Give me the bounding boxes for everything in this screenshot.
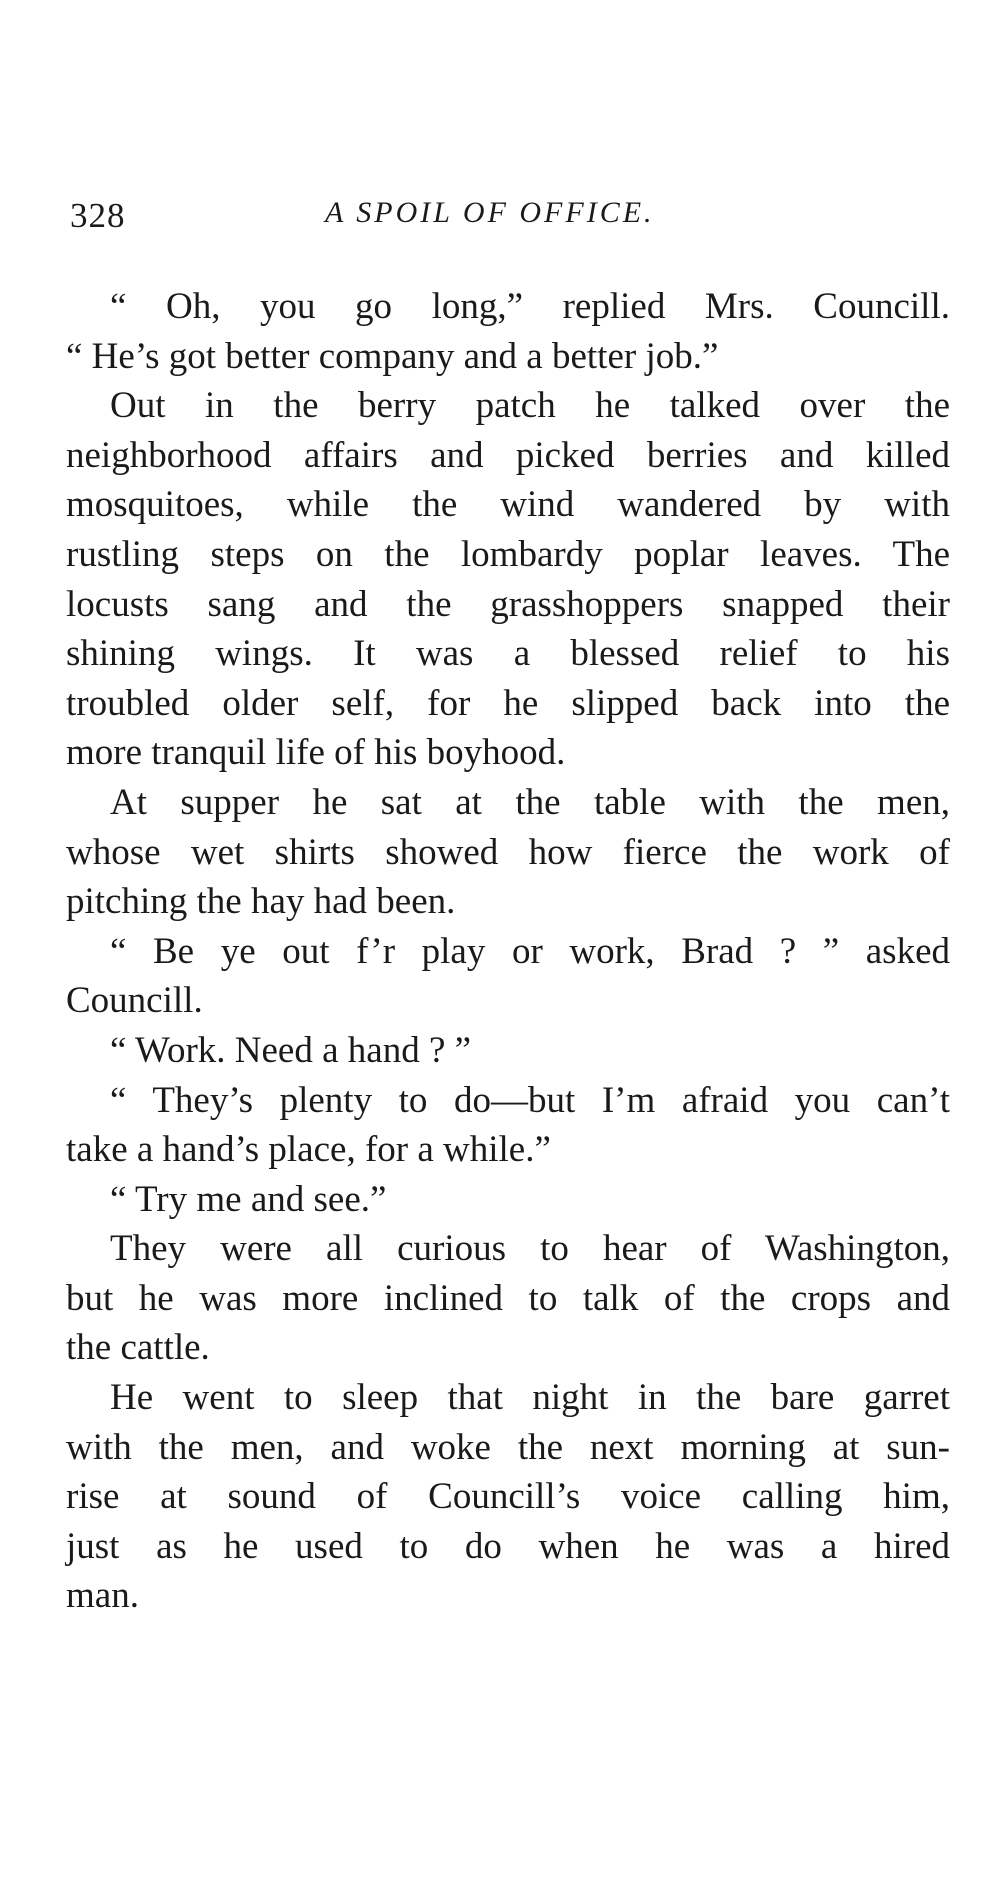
text-line: rise at sound of Councill’s voice calling him, xyxy=(66,1476,950,1518)
text-line: “ Try me and see.” xyxy=(110,1178,387,1220)
text-line: They were all curious to hear of Washington, xyxy=(110,1228,950,1270)
body-text xyxy=(66,282,950,1621)
page-number: 328 xyxy=(70,196,126,235)
text-line: He went to sleep that night in the bare garret xyxy=(110,1377,950,1419)
text-line: Councill. xyxy=(66,980,203,1022)
text-line: Out in the berry patch he talked over the xyxy=(110,385,950,427)
text-line: At supper he sat at the table with the men, xyxy=(110,781,950,823)
running-head xyxy=(70,196,950,240)
text-line: whose wet shirts showed how fierce the work of xyxy=(66,831,950,873)
text-line: pitching the hay had been. xyxy=(66,881,456,923)
text-line: the cattle. xyxy=(66,1327,210,1369)
text-line: “ Oh, you go long,” replied Mrs. Councill. xyxy=(110,286,950,327)
text-line: troubled older self, for he slipped back into the xyxy=(66,682,950,724)
text-line: locusts sang and the grasshoppers snapped their xyxy=(66,583,950,625)
text-line: “ They’s plenty to do—but I’m afraid you can’t xyxy=(110,1079,950,1121)
text-line: neighborhood affairs and picked berries and killed xyxy=(66,434,950,476)
text-line: “ Be ye out f’r play or work, Brad ? ” asked xyxy=(110,930,950,972)
text-line: man. xyxy=(66,1575,139,1617)
text-line: “ He’s got better company and a better job.” xyxy=(66,335,719,377)
text-line: but he was more inclined to talk of the crops and xyxy=(66,1277,950,1319)
text-line: “ Work. Need a hand ? ” xyxy=(110,1029,472,1071)
running-title: A SPOIL OF OFFICE. xyxy=(325,196,655,229)
text-line: take a hand’s place, for a while.” xyxy=(66,1129,551,1171)
text-line: just as he used to do when he was a hired xyxy=(66,1525,950,1567)
text-line: rustling steps on the lombardy poplar leaves. The xyxy=(66,533,950,575)
text-line: mosquitoes, while the wind wandered by with xyxy=(66,484,950,526)
text-line: with the men, and woke the next morning at sun- xyxy=(66,1426,950,1468)
text-line: more tranquil life of his boyhood. xyxy=(66,732,566,774)
text-line: shining wings. It was a blessed relief to his xyxy=(66,633,950,675)
